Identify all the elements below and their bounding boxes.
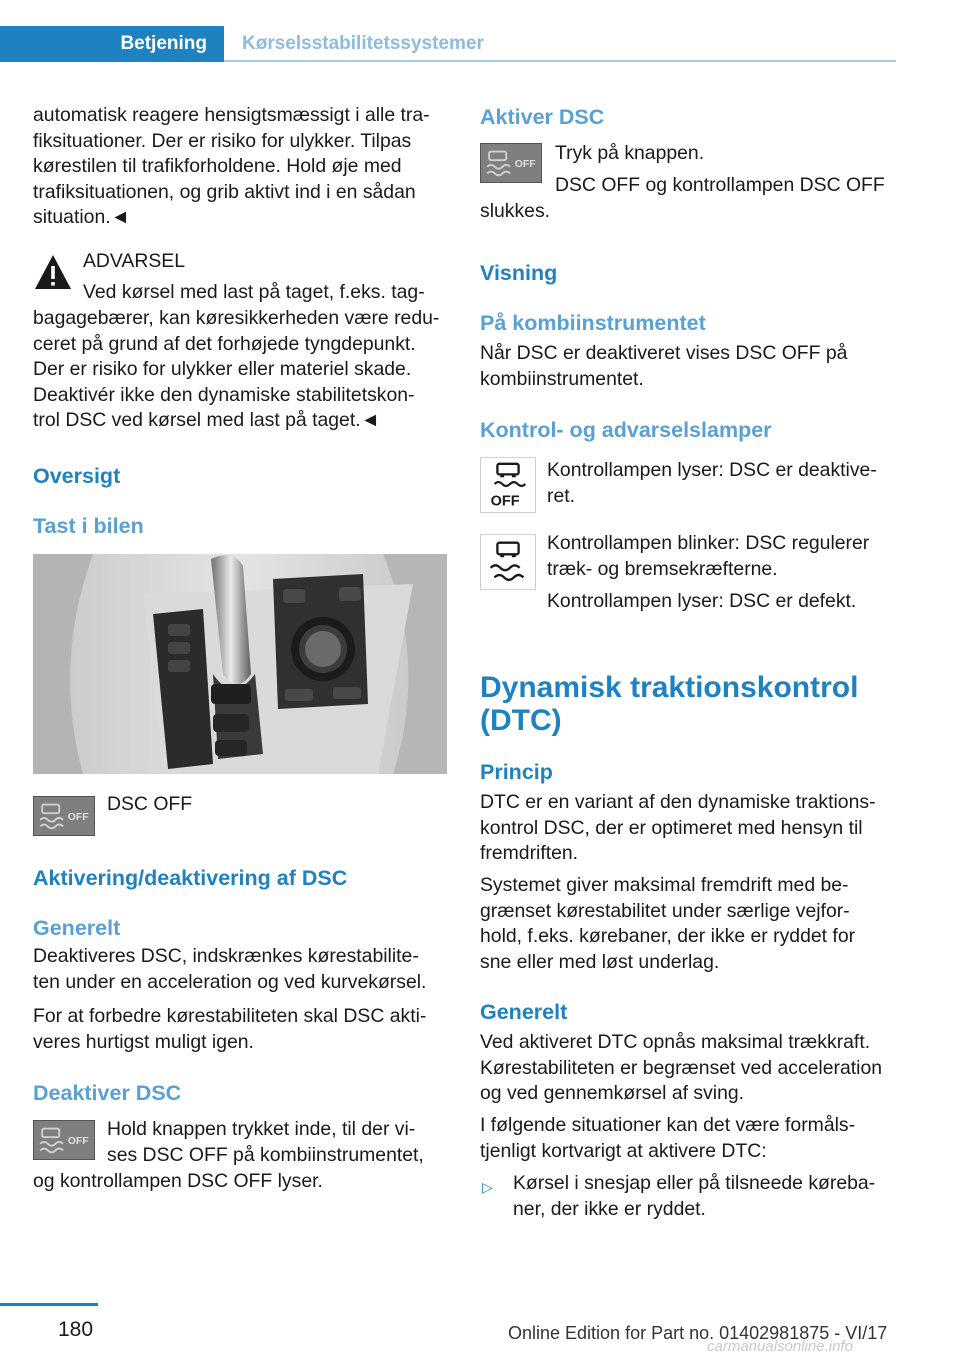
princip-paragraph: DTC er en variant af den dynamiske traktions‐ kontrol DSC, der er optimeret med hensyn til fremdriften. — [480, 791, 876, 865]
heading-tast-i-bilen: Tast i bilen — [33, 514, 144, 538]
aktiver-line-1: Tryk på knappen. — [555, 142, 705, 164]
kombi-paragraph: Når DSC er deaktiveret vises DSC OFF på kombiinstrumentet. — [480, 342, 848, 390]
edition-text: Online Edition for Part no. 01402981875 - VI/17 — [508, 1323, 888, 1343]
heading-dtc-line-2: (DTC) — [480, 704, 562, 737]
heading-visning: Visning — [480, 261, 558, 285]
heading-generelt: Generelt — [33, 916, 121, 940]
situation-paragraph: I følgende situationer kan det være formåls‐ tjenligt kortvarigt at aktivere DTC: — [480, 1114, 856, 1162]
heading-aktiver-dsc: Aktiver DSC — [480, 105, 605, 129]
heading-aktivering: Aktivering/deaktivering af DSC — [33, 866, 348, 890]
warning-title: ADVARSEL — [83, 250, 186, 272]
deaktiver-line-3: og kontrollampen DSC OFF lyser. — [33, 1170, 323, 1192]
deaktiver-line-1: Hold knappen trykket inde, til der vi‐ — [107, 1118, 416, 1140]
svg-text:OFF: OFF — [490, 493, 520, 510]
heading-generelt-dtc: Generelt — [480, 1000, 568, 1024]
lamp1-paragraph: Kontrollampen lyser: DSC er deaktive‐ ret. — [547, 459, 877, 507]
lamp3-paragraph: Kontrollampen lyser: DSC er defekt. — [547, 590, 857, 612]
dsc-lamp-icon — [480, 534, 536, 590]
svg-text:OFF: OFF — [67, 811, 89, 823]
dsc-off-button-icon-2 — [33, 1120, 95, 1160]
warning-body: bagagebærer, kan køresikkerheden være redu‐ ceret på grund af det forhøjede tyngdepunkt. Der er risiko for ulykker eller materiel skade. Deaktivér ikke den dynamiske stabilitetskon‐ trol DSC ved kørsel med last på taget.◄ — [33, 307, 440, 432]
heading-princip: Princip — [480, 760, 553, 784]
deaktiver-line-2: ses DSC OFF på kombiinstrumentet, — [107, 1144, 424, 1166]
heading-kombiinstrumentet: På kombiinstrumentet — [480, 311, 706, 335]
generelt-dtc-paragraph: Ved aktiveret DTC opnås maksimal trækkraft. Kørestabiliteten er begrænset ved acceleration og ved gennemkørsel af sving. — [480, 1031, 883, 1105]
page-header — [0, 26, 960, 62]
aktiver-line-3: slukkes. — [480, 200, 551, 222]
page-number: 180 — [58, 1318, 94, 1341]
center-console-photo — [33, 554, 447, 774]
header-rule — [224, 60, 896, 62]
generelt-paragraph: Deaktiveres DSC, indskrænkes kørestabilite‐ ten under en acceleration og ved kurvekørsel. — [33, 945, 427, 993]
dsc-off-caption: DSC OFF — [107, 793, 193, 815]
heading-oversigt: Oversigt — [33, 464, 121, 488]
systemet-paragraph: Systemet giver maksimal fremdrift med be‐ grænset kørestabilitet under særlige vejfor‐ hold, f.eks. kørebaner, der ikke er ryddet for sne eller med løst underlag. — [480, 874, 856, 973]
watermark: carmanualsonline.info — [707, 1338, 853, 1355]
lamp2-paragraph: Kontrollampen blinker: DSC regulerer træk- og bremsekræfterne. — [547, 532, 870, 580]
svg-text:OFF: OFF — [67, 1135, 89, 1147]
heading-kontrol-advarselslamper: Kontrol- og advarselslamper — [480, 418, 772, 442]
dsc-off-lamp-icon — [480, 457, 536, 513]
warning-line-1: Ved kørsel med last på taget, f.eks. tag‐ — [83, 281, 425, 303]
bullet-paragraph: Kørsel i snesjap eller på tilsneede køreba‐ ner, der ikke er ryddet. — [513, 1172, 876, 1220]
intro-paragraph: automatisk reagere hensigtsmæssigt i alle tra‐ fiksituationer. Der er risiko for ulykker. Tilpas kørestilen til trafikforholdene. Hold øje med trafiksituationen, og grib aktivt ind i en sådan situation.◄ — [33, 104, 430, 229]
heading-dtc-line-1: Dynamisk traktionskontrol — [480, 671, 859, 704]
dsc-off-button-icon-3 — [480, 143, 542, 183]
aktiver-line-2: DSC OFF og kontrollampen DSC OFF — [555, 174, 885, 196]
bullet-triangle-icon: ▷ — [482, 1179, 493, 1195]
section-label: Betjening — [120, 33, 207, 54]
dsc-off-button-icon — [33, 796, 95, 836]
warning-triangle-icon — [33, 253, 73, 291]
footer-rule — [0, 1303, 98, 1306]
forbedre-paragraph: For at forbedre kørestabiliteten skal DSC akti‐ veres hurtigst muligt igen. — [33, 1005, 427, 1053]
svg-text:OFF: OFF — [514, 158, 536, 170]
heading-deaktiver-dsc: Deaktiver DSC — [33, 1081, 182, 1105]
topic-label: Kørselsstabilitetssystemer — [242, 33, 484, 54]
section-tab — [0, 26, 224, 62]
